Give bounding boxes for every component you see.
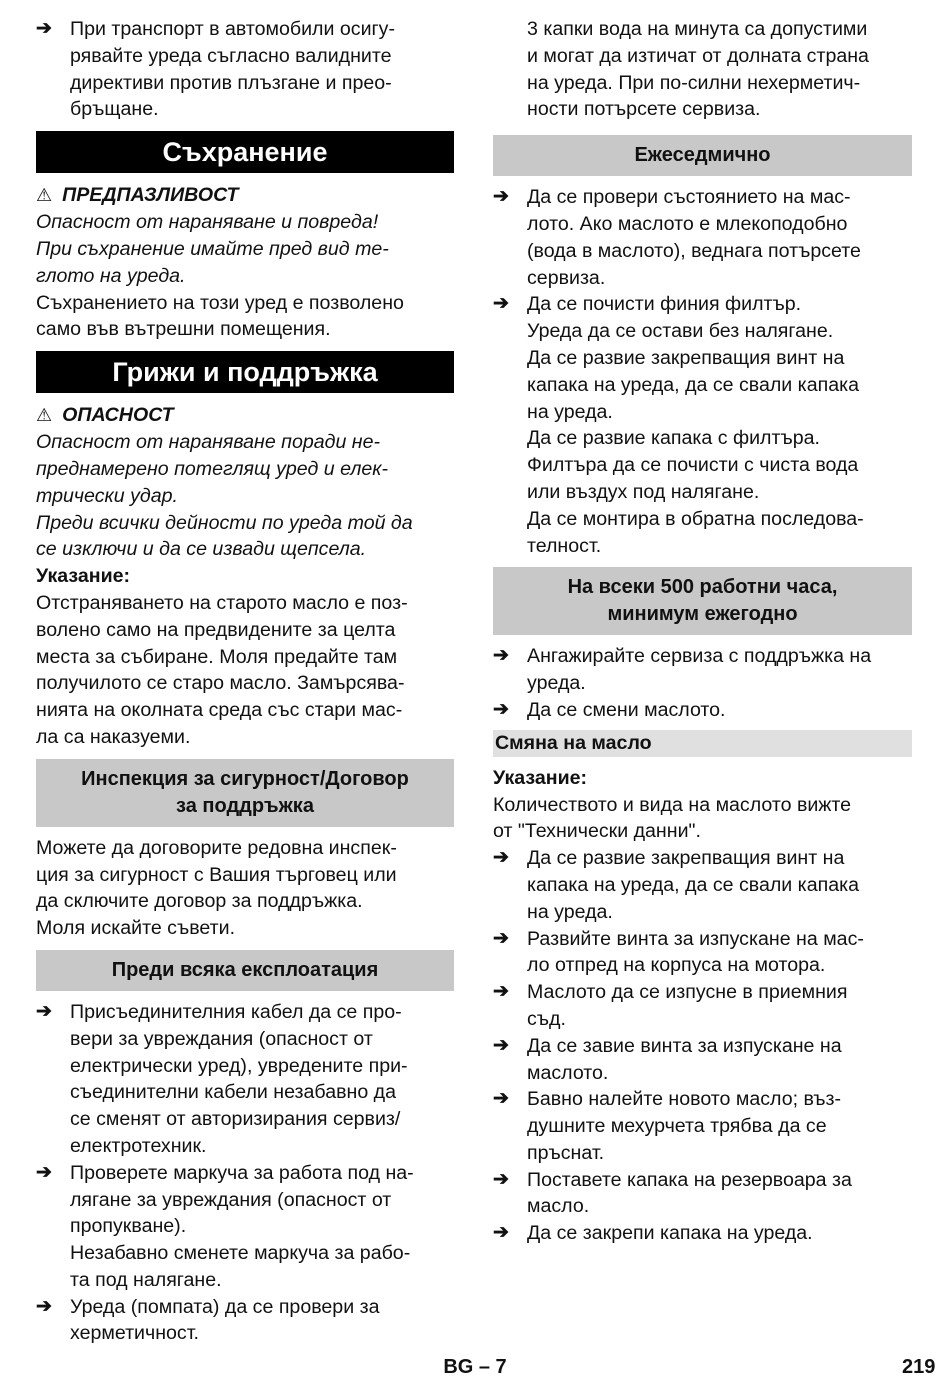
before-bullet-hose <box>36 1160 454 1240</box>
weekly-bullet-filter <box>493 291 912 318</box>
weekly-bullet-oil <box>493 184 912 291</box>
care-heading: Грижи и поддръжка <box>36 351 454 393</box>
arrow-right-icon: ➔ <box>493 293 509 315</box>
arrow-right-icon: ➔ <box>493 927 509 949</box>
arrow-right-icon: ➔ <box>36 18 52 39</box>
hours-bullet-oil <box>493 697 912 724</box>
oil-step-2 <box>493 926 912 980</box>
hours-bullet-oil-text: Да се смени маслото. <box>527 698 726 721</box>
note-text: Отстраняването на старото масло е поз- волено само на предвидените за целта места за събиране. Моля предайте там получилото се старо масло. Замърсява- нията на околната среда със стари мас- ла са наказуеми. <box>36 591 408 748</box>
arrow-right-icon: ➔ <box>493 186 509 208</box>
before-bullet-cable-text: Присъединителния кабел да се про- вери за увреждания (опасност от електрически уред), увредените при- съединителни кабели незабавно да се сменят от авторизирания сервиз/ електротехник. <box>70 1000 408 1157</box>
hours-heading: На всеки 500 работни часа, минимум ежегодно <box>493 567 912 635</box>
arrow-right-icon: ➔ <box>493 1222 509 1244</box>
transport-bullet <box>36 16 454 123</box>
oil-step-1 <box>493 845 912 925</box>
oil-step-text: Да се завие винта за изпускане на маслото. <box>527 1034 842 1084</box>
arrow-right-icon: ➔ <box>493 847 509 869</box>
note-label: Указание: <box>36 565 131 588</box>
before-bullet-hose-text: Проверете маркуча за работа под на- лягане за увреждания (опасност от пропукване). <box>70 1161 414 1238</box>
oil-change-steps <box>493 845 912 1247</box>
weekly-bullet-filter-text: Да се почисти финия филтър. <box>527 293 802 316</box>
arrow-right-icon: ➔ <box>493 1034 509 1056</box>
oil-step-text: Поставете капака на резервоара за масло. <box>527 1168 852 1218</box>
oil-step-text: Бавно налейте новото масло; въз- душните мехурчета трябва да се пръснат. <box>527 1088 841 1164</box>
care-warning-heading <box>36 401 454 429</box>
storage-warning-heading <box>36 181 454 209</box>
hours-bullet-service <box>493 643 912 697</box>
weekly-bullet-filter-cont: Уреда да се остави без налягане. Да се развие закрепващия винт на капака на уреда, да се свали капака на уреда. Да се развие капака с филтъра. Филтъра да се почисти с чиста вода или въздух под налягане. Да се монтира в обратна последова- телност. <box>527 320 864 557</box>
arrow-right-icon: ➔ <box>36 1000 52 1022</box>
right-column <box>493 16 912 1247</box>
oil-note-text: Количеството и вида на маслото вижте от "Технически данни". <box>493 793 852 843</box>
arrow-right-icon: ➔ <box>493 1168 509 1190</box>
oil-step-4 <box>493 1033 912 1087</box>
oil-step-text: Да се закрепи капака на уреда. <box>527 1222 813 1245</box>
before-bullet-pump-text: Уреда (помпата) да се провери за херметичност. <box>70 1295 380 1345</box>
arrow-right-icon: ➔ <box>36 1295 52 1317</box>
oil-step-text: Да се развие закрепващия винт на капака на уреда, да се свали капака на уреда. <box>527 847 859 923</box>
inspection-heading: Инспекция за сигурност/Договор за поддръжка <box>36 759 454 827</box>
oil-step-6 <box>493 1167 912 1221</box>
weekly-bullet-oil-text: Да се провери състоянието на мас- лото. Ако маслото е млекоподобно (вода в маслото), веднага потърсете сервиза. <box>527 186 861 289</box>
oil-step-text: Маслото да се изпусне в приемния съд. <box>527 981 848 1030</box>
page-number: 219 <box>902 1356 936 1378</box>
storage-warning-text: Опасност от нараняване и повреда! При съхранение имайте пред вид те- глото на уреда. <box>36 211 389 287</box>
warning-triangle-icon: ⚠ <box>36 405 53 426</box>
arrow-right-icon: ➔ <box>493 981 509 1003</box>
arrow-right-icon: ➔ <box>36 1161 52 1183</box>
before-bullet-hose-cont: Незабавно сменете маркуча за рабо- та под налягане. <box>70 1242 411 1291</box>
footer-label: BG – 7 <box>443 1356 507 1378</box>
continued-text: 3 капки вода на минута са допустими и могат да изтичат от долната страна на уреда. При по-силни нехерметич- ности потърсете сервиза. <box>527 18 869 121</box>
oil-step-5 <box>493 1086 912 1166</box>
warning-triangle-icon: ⚠ <box>36 185 53 206</box>
arrow-right-icon: ➔ <box>493 1088 509 1110</box>
hours-bullet-service-text: Ангажирайте сервиза с поддръжка на уреда. <box>527 645 872 695</box>
care-warning-text: Опасност от нараняване поради не- преднамерено потеглящ уред и елек- трически удар. Преди всички дейности по уреда той да се изключи и да се извади щепсела. <box>36 431 413 561</box>
arrow-right-icon: ➔ <box>493 698 509 720</box>
transport-text: При транспорт в автомобили осигу- рявайте уреда съгласно валидните директиви против плъзгане и прео- бръщане. <box>70 18 395 121</box>
arrow-right-icon: ➔ <box>493 645 509 667</box>
oil-change-heading: Смяна на масло <box>493 730 912 757</box>
weekly-heading: Ежеседмично <box>493 135 912 176</box>
oil-step-text: Развийте винта за изпускане на мас- ло отпред на корпуса на мотора. <box>527 927 864 977</box>
storage-text: Съхранението на този уред е позволено само във вътрешни помещения. <box>36 291 404 341</box>
oil-step-7 <box>493 1220 912 1247</box>
oil-note-label: Указание: <box>493 766 588 789</box>
before-bullet-pump <box>36 1294 454 1348</box>
left-column <box>36 16 454 1347</box>
oil-step-3 <box>493 979 912 1033</box>
storage-warning-label: ПРЕДПАЗЛИВОСТ <box>62 184 239 207</box>
before-use-heading: Преди всяка експлоатация <box>36 950 454 991</box>
before-bullet-cable <box>36 999 454 1160</box>
care-warning-label: ОПАСНОСТ <box>62 404 174 427</box>
storage-heading: Съхранение <box>36 131 454 173</box>
inspection-text: Можете да договорите редовна инспек- ция за сигурност с Вашия търговец или да сключите договор за поддръжка. Моля искайте съвети. <box>36 836 397 940</box>
